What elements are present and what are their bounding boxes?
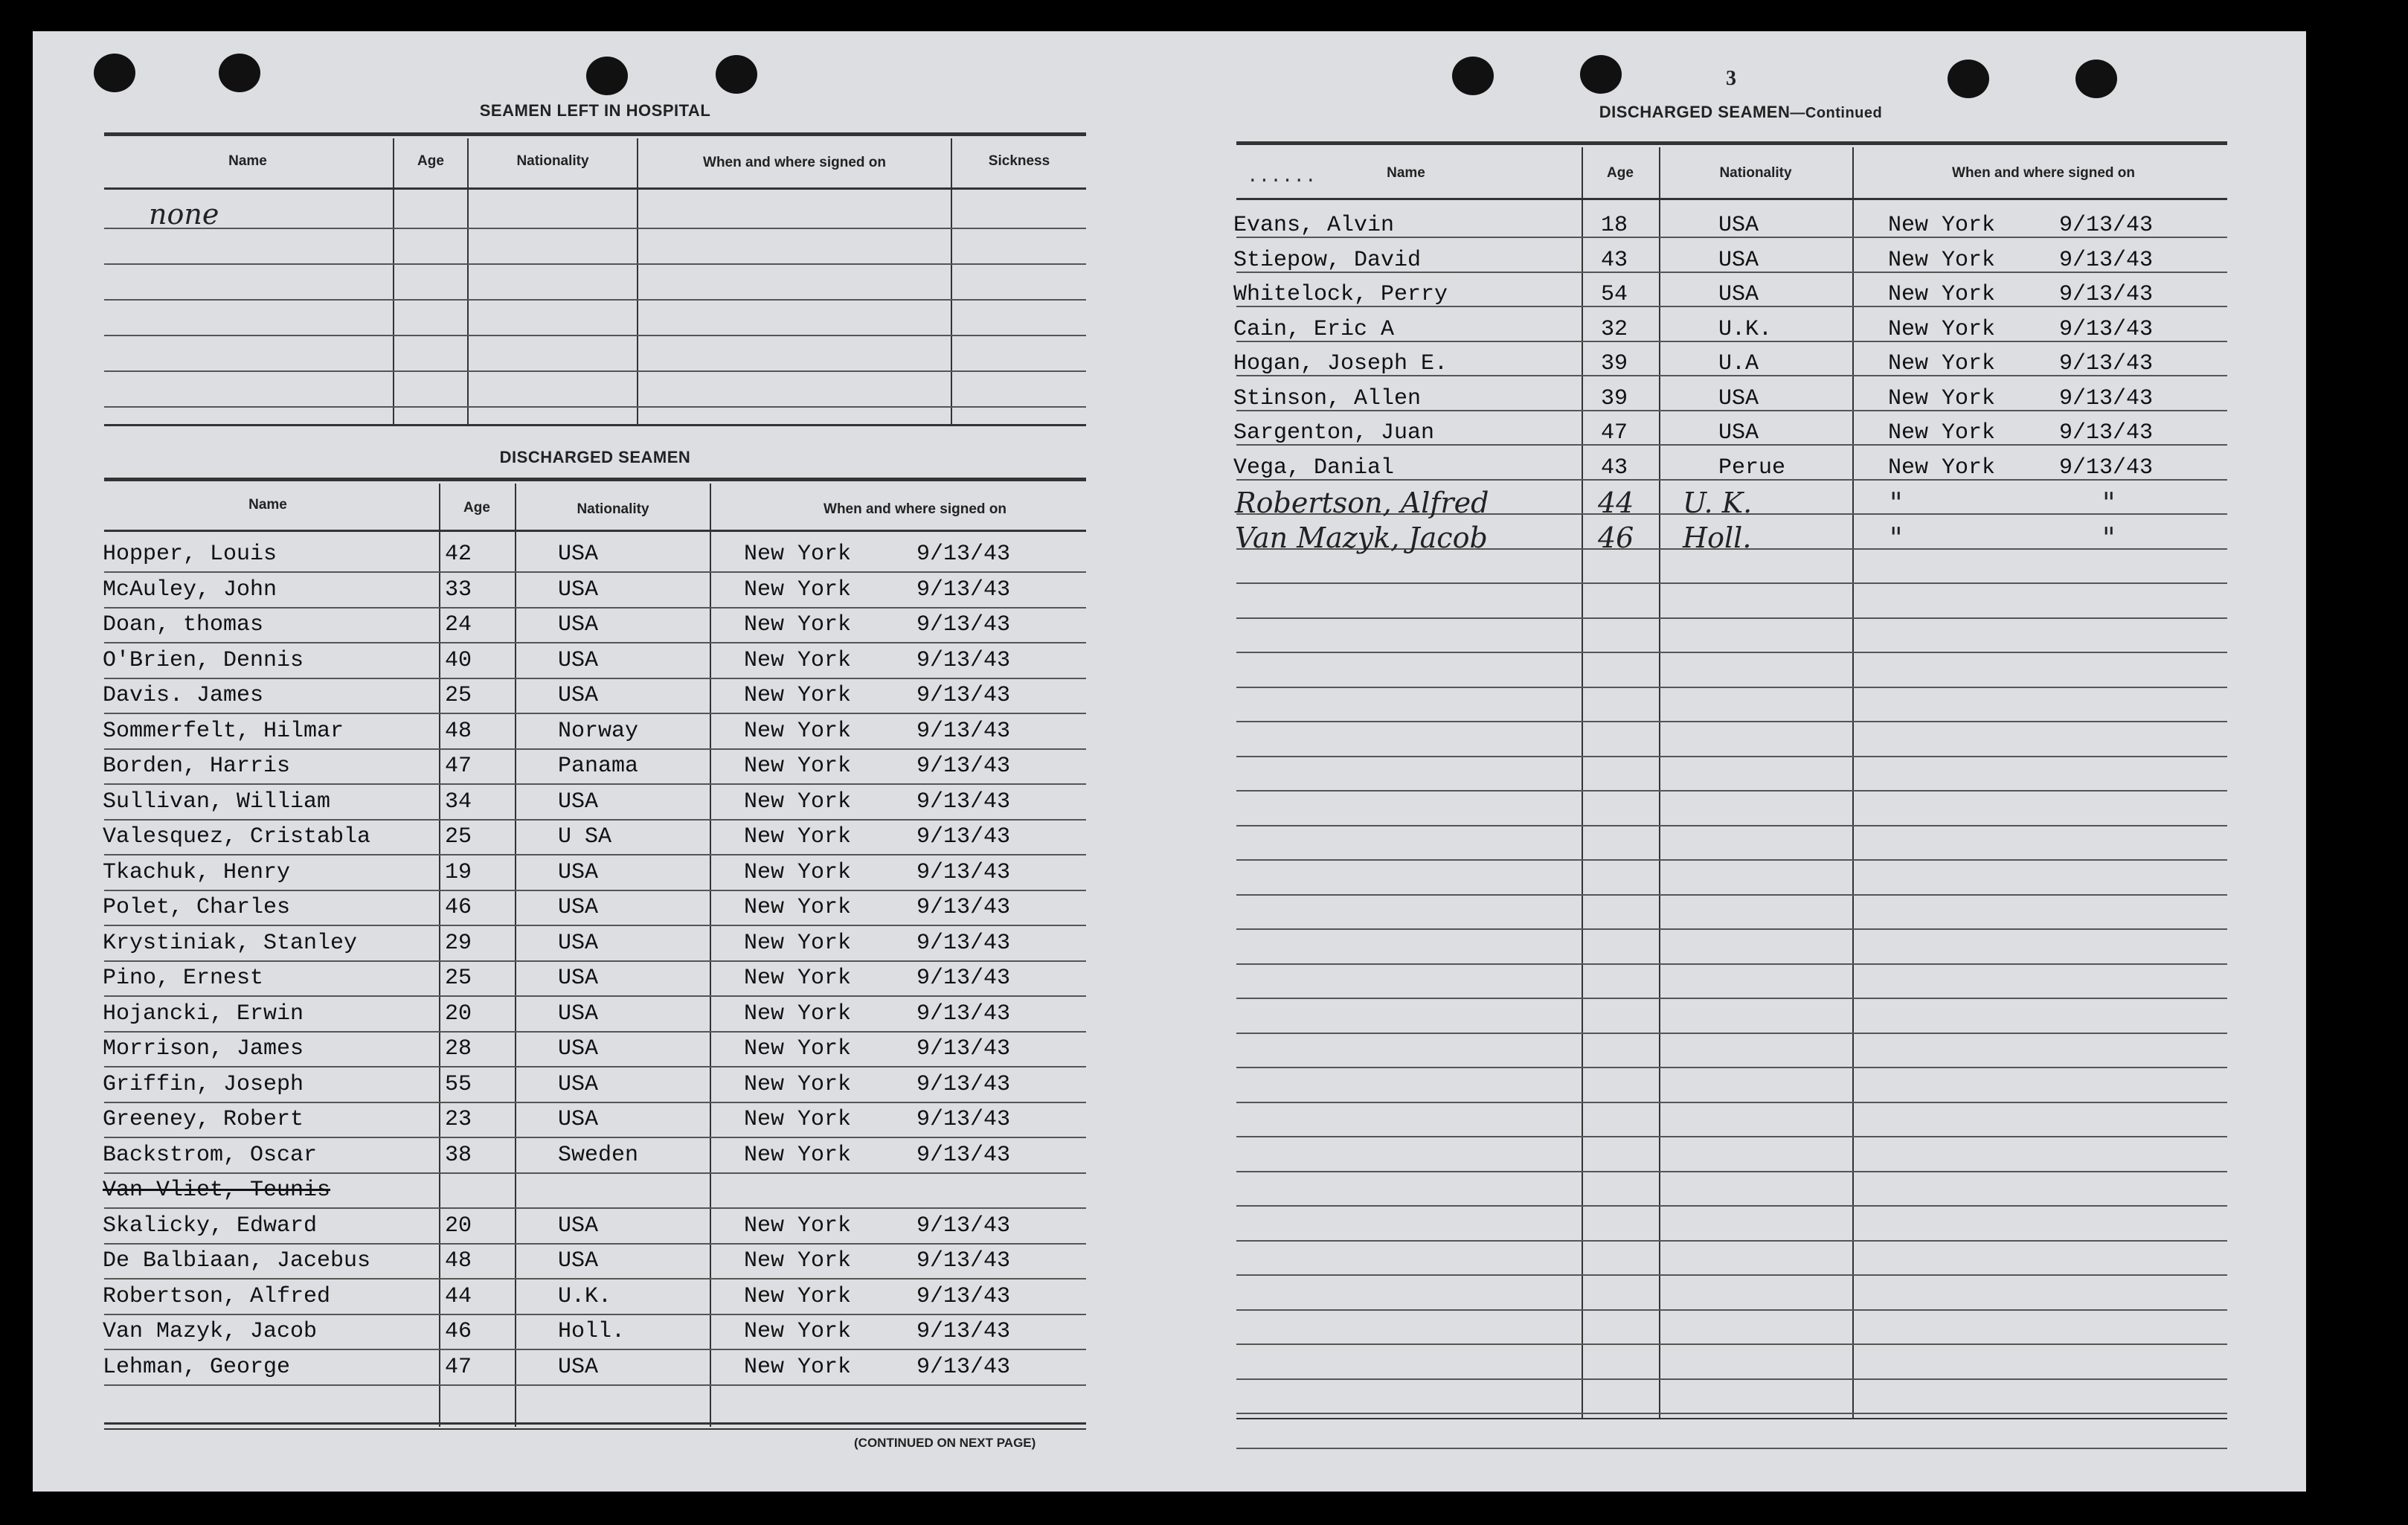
discharged-row-date: 9/13/43 [916,577,1011,603]
continued-row-name: Stinson, Allen [1233,385,1422,411]
discharged-row-line [104,960,1086,962]
discharged-row-age: 24 [445,612,472,638]
hospital-header-name: Name [228,153,267,169]
continued-row-place: New York [1888,247,1996,273]
discharged-row-date: 9/13/43 [916,683,1011,708]
discharged-row-nationality: USA [558,542,599,567]
continued-col-divider [1582,147,1583,1418]
discharged-row-name: Borden, Harris [103,754,291,779]
continued-row-line [1236,998,2227,999]
discharged-row-line [104,607,1086,609]
discharged-row-name: Valesquez, Cristabla [103,824,371,850]
continued-row-age: 32 [1601,316,1628,342]
discharged-row-name: Polet, Charles [103,895,291,920]
punch-hole [219,54,260,92]
discharged-row-place: New York [744,1319,852,1344]
discharged-row-date: 9/13/43 [916,718,1011,744]
punch-hole [1452,57,1494,95]
discharged-row-age: 48 [445,1248,472,1274]
continued-row-line [1236,1309,2227,1311]
continued-row-line [1236,825,2227,826]
hospital-header-nationality: Nationality [516,153,589,169]
discharged-row-line [104,1031,1086,1033]
continued-row-line [1236,1413,2227,1414]
continued-row-line [1236,963,2227,965]
discharged-row-date: 9/13/43 [916,930,1011,956]
discharged-row-nationality: USA [558,683,599,708]
punch-hole [586,57,628,95]
discharged-row-date: 9/13/43 [916,859,1011,885]
discharged-row-place: New York [744,718,852,744]
discharged-row-age: 29 [445,930,472,956]
discharged-row-place: New York [744,1107,852,1132]
continued-row-age: 47 [1601,420,1628,446]
discharged-bottom-rule-2 [104,1428,1086,1430]
continued-row-name: Whitelock, Perry [1233,282,1448,307]
discharged-row-line [104,995,1086,997]
continued-header-rule [1236,198,2227,200]
continued-row-nationality: USA [1718,420,1759,446]
discharged-row-date: 9/13/43 [916,1036,1011,1062]
continued-row-line [1236,1136,2227,1137]
continued-row-line [1236,1378,2227,1380]
discharged-row-age: 55 [445,1071,472,1097]
continued-row-date: 9/13/43 [2059,247,2154,273]
discharged-bottom-rule [104,1422,1086,1425]
continued-row-line [1236,894,2227,896]
discharged-row-line [104,854,1086,855]
discharged-row-date: 9/13/43 [916,1354,1011,1380]
discharged-row-nationality: USA [558,895,599,920]
continued-row-nationality: USA [1718,282,1759,307]
continued-row-line [1236,1343,2227,1345]
discharged-row-date: 9/13/43 [916,1213,1011,1239]
discharged-row-name: Pino, Ernest [103,966,264,991]
discharged-row-age: 19 [445,859,472,885]
continued-row-line [1236,1240,2227,1242]
continued-title-suffix: —Continued [1790,105,1883,121]
continued-row-place: New York [1888,455,1996,481]
discharged-title: DISCHARGED SEAMEN [499,448,691,466]
continued-row-line [1236,721,2227,722]
discharged-row-date: 9/13/43 [916,966,1011,991]
continued-row-line [1236,1102,2227,1103]
hospital-row-line [104,263,1086,265]
discharged-row-place: New York [744,754,852,779]
discharged-row-place: New York [744,789,852,815]
discharged-row-nationality: USA [558,1001,599,1027]
discharged-row-age: 20 [445,1213,472,1239]
discharged-row-name: Van Vliet, Teunis [103,1178,331,1203]
hospital-col-divider [467,138,469,426]
discharged-row-name: Tkachuk, Henry [103,859,291,885]
discharged-col-divider [439,484,440,1427]
continued-row-line [1236,617,2227,619]
discharged-row-date: 9/13/43 [916,1001,1011,1027]
discharged-row-date: 9/13/43 [916,612,1011,638]
continued-bottom-rule [1236,1418,2227,1419]
continued-row-line [1236,1205,2227,1207]
punch-hole [1948,60,1989,98]
continued-row-nationality: USA [1718,247,1759,273]
continued-title-main: DISCHARGED SEAMEN [1599,103,1791,121]
discharged-row-age: 25 [445,683,472,708]
continued-row-nationality: U.K. [1718,316,1773,342]
continued-header-nationality: Nationality [1719,165,1792,181]
continued-row-age: 39 [1601,385,1628,411]
hospital-row-line [104,370,1086,372]
hospital-bottom-rule [104,424,1086,426]
discharged-row-date: 9/13/43 [916,647,1011,673]
continued-row-nationality: U.A [1718,351,1759,376]
discharged-row-date: 9/13/43 [916,895,1011,920]
discharged-row-place: New York [744,1213,852,1239]
continued-row-name: Hogan, Joseph E. [1233,351,1448,376]
continued-row-age: 44 [1598,487,1634,519]
continued-row-nationality: Perue [1718,455,1786,481]
discharged-header-rule [104,530,1086,532]
discharged-row-line [104,678,1086,679]
discharged-row-name: Morrison, James [103,1036,304,1062]
continued-row-place: " [1890,487,1903,519]
continued-row-name: Vega, Danial [1233,455,1395,481]
discharged-row-place: New York [744,1142,852,1168]
hospital-top-rule [104,132,1086,136]
discharged-row-place: New York [744,612,852,638]
discharged-row-line [104,1207,1086,1209]
continued-col-divider [1852,147,1854,1418]
continued-row-date: " [2102,487,2116,519]
continued-row-date: 9/13/43 [2059,385,2154,411]
discharged-row-age: 28 [445,1036,472,1062]
continued-row-line [1236,1033,2227,1034]
discharged-row-age: 25 [445,966,472,991]
discharged-row-line [104,1314,1086,1315]
hospital-row-line [104,299,1086,301]
discharged-row-name: De Balbiaan, Jacebus [103,1248,371,1274]
discharged-row-age: 46 [445,895,472,920]
discharged-row-nationality: USA [558,1248,599,1274]
hospital-col-divider [951,138,952,426]
continued-header-signed-on: When and where signed on [1952,165,2135,181]
hospital-header-rule [104,187,1086,190]
continued-row-name: Van Mazyk, Jacob [1235,521,1488,554]
discharged-row-age: 48 [445,718,472,744]
continued-title [1532,103,1949,122]
punch-hole [716,55,757,94]
discharged-row-line [104,1349,1086,1350]
continued-row-place: New York [1888,351,1996,376]
continued-row-date: 9/13/43 [2059,316,2154,342]
discharged-row-place: New York [744,1001,852,1027]
discharged-row-name: Krystiniak, Stanley [103,930,358,956]
punch-hole [1580,55,1622,94]
continued-row-date: 9/13/43 [2059,420,2154,446]
discharged-row-age: 33 [445,577,472,603]
discharged-row-date: 9/13/43 [916,789,1011,815]
discharged-row-name: McAuley, John [103,577,277,603]
discharged-row-place: New York [744,930,852,956]
hospital-row-line [104,406,1086,408]
discharged-row-nationality: USA [558,1107,599,1132]
continued-row-place: New York [1888,282,1996,307]
discharged-row-date: 9/13/43 [916,824,1011,850]
continued-row-place: New York [1888,385,1996,411]
discharged-row-nationality: USA [558,789,599,815]
discharged-row-line [104,890,1086,891]
continued-row-age: 43 [1601,455,1628,481]
discharged-row-place: New York [744,966,852,991]
discharged-row-nationality: U SA [558,824,612,850]
discharged-row-nationality: Norway [558,718,639,744]
discharged-row-nationality: USA [558,1036,599,1062]
discharged-row-name: Greeney, Robert [103,1107,304,1132]
discharged-row-age: 44 [445,1283,472,1309]
discharged-row-nationality: USA [558,647,599,673]
continued-row-name: Robertson, Alfred [1235,487,1489,519]
discharged-row-place: New York [744,577,852,603]
discharged-row-place: New York [744,1248,852,1274]
discharged-row-date: 9/13/43 [916,1142,1011,1168]
discharged-row-nationality: USA [558,577,599,603]
discharged-row-line [104,783,1086,785]
discharged-row-nationality: USA [558,966,599,991]
continued-col-divider [1659,147,1660,1418]
continued-header-name: Name [1387,165,1425,181]
continued-row-date: 9/13/43 [2059,282,2154,307]
discharged-row-age: 42 [445,542,472,567]
discharged-row-name: Doan, thomas [103,612,264,638]
punch-hole [2075,60,2117,98]
discharged-row-line [104,1278,1086,1280]
discharged-row-line [104,1384,1086,1386]
discharged-row-age: 25 [445,824,472,850]
continued-row-line [1236,859,2227,861]
discharged-row-line [104,1172,1086,1174]
continued-row-place: New York [1888,316,1996,342]
discharged-row-name: Skalicky, Edward [103,1213,318,1239]
continued-row-age: 18 [1601,213,1628,238]
discharged-row-name: O'Brien, Dennis [103,647,304,673]
discharged-row-line [104,1243,1086,1245]
continued-header-dots: ...... [1247,165,1317,187]
continued-row-place: New York [1888,213,1996,238]
discharged-header-nationality: Nationality [577,501,649,517]
discharged-row-date: 9/13/43 [916,1071,1011,1097]
continued-row-date: 9/13/43 [2059,213,2154,238]
discharged-row-age: 47 [445,1354,472,1380]
discharged-row-date: 9/13/43 [916,754,1011,779]
discharged-row-line [104,713,1086,714]
discharged-header-name: Name [248,497,287,513]
discharged-row-place: New York [744,542,852,567]
hospital-header-age: Age [417,153,444,169]
continued-top-rule [1236,141,2227,145]
discharged-row-nationality: USA [558,1071,599,1097]
continued-row-age: 46 [1598,521,1634,554]
continued-row-place: " [1890,521,1903,554]
discharged-row-nationality: USA [558,930,599,956]
continued-row-nationality: Holl. [1683,521,1752,554]
continued-row-name: Stiepow, David [1233,247,1422,273]
continued-row-age: 43 [1601,247,1628,273]
discharged-row-nationality: USA [558,1354,599,1380]
discharged-row-name: Van Mazyk, Jacob [103,1319,318,1344]
discharged-row-age: 46 [445,1319,472,1344]
discharged-row-name: Lehman, George [103,1354,291,1380]
discharged-row-nationality: USA [558,859,599,885]
discharged-row-name: Sommerfelt, Hilmar [103,718,344,744]
continued-row-line [1236,582,2227,584]
discharged-row-name: Sullivan, William [103,789,331,815]
continued-row-age: 39 [1601,351,1628,376]
discharged-row-name: Backstrom, Oscar [103,1142,318,1168]
discharged-row-place: New York [744,1283,852,1309]
discharged-row-line [104,1066,1086,1068]
hospital-col-divider [637,138,638,426]
discharged-row-line [104,571,1086,573]
discharged-row-nationality: U.K. [558,1283,612,1309]
discharged-row-name: Hopper, Louis [103,542,277,567]
continued-row-name: Evans, Alvin [1233,213,1395,238]
discharged-row-age: 34 [445,789,472,815]
discharged-col-divider [515,484,516,1427]
continued-row-date: 9/13/43 [2059,455,2154,481]
discharged-row-age: 23 [445,1107,472,1132]
continued-row-place: New York [1888,420,1996,446]
hospital-title: SEAMEN LEFT IN HOSPITAL [479,101,711,120]
discharged-row-name: Hojancki, Erwin [103,1001,304,1027]
discharged-row-line [104,819,1086,821]
discharged-row-line [104,748,1086,750]
discharged-row-nationality: USA [558,1213,599,1239]
continued-footer: (CONTINUED ON NEXT PAGE) [854,1436,1036,1450]
discharged-row-place: New York [744,683,852,708]
discharged-row-place: New York [744,1354,852,1380]
discharged-header-age: Age [463,500,490,516]
hospital-header-signed-on: When and where signed on [703,155,886,170]
discharged-row-age: 38 [445,1142,472,1168]
discharged-header-signed-on: When and where signed on [823,501,1006,517]
punch-hole [94,54,135,92]
continued-row-line [1236,687,2227,688]
continued-row-line [1236,1448,2227,1449]
discharged-row-nationality: USA [558,612,599,638]
discharged-row-age: 40 [445,647,472,673]
discharged-row-name: Davis. James [103,683,264,708]
discharged-col-divider [710,484,711,1427]
discharged-row-place: New York [744,895,852,920]
discharged-row-line [104,642,1086,643]
continued-header-age: Age [1607,165,1634,181]
continued-row-name: Cain, Eric A [1233,316,1395,342]
discharged-row-date: 9/13/43 [916,1319,1011,1344]
hospital-row-line [104,335,1086,336]
continued-row-nationality: USA [1718,385,1759,411]
continued-row-name: Sargenton, Juan [1233,420,1435,446]
continued-row-line [1236,652,2227,653]
discharged-row-name: Griffin, Joseph [103,1071,304,1097]
discharged-row-nationality: Sweden [558,1142,639,1168]
discharged-row-age: 20 [445,1001,472,1027]
discharged-row-place: New York [744,824,852,850]
discharged-row-date: 9/13/43 [916,1248,1011,1274]
discharged-row-line [104,925,1086,926]
continued-row-date: " [2102,521,2116,554]
continued-row-line [1236,756,2227,757]
discharged-top-rule [104,478,1086,481]
continued-row-date: 9/13/43 [2059,351,2154,376]
discharged-row-age: 47 [445,754,472,779]
continued-row-line [1236,1274,2227,1276]
page-number: 3 [1726,67,1736,90]
continued-row-age: 54 [1601,282,1628,307]
discharged-row-line [104,1102,1086,1103]
discharged-row-nationality: Panama [558,754,639,779]
discharged-row-place: New York [744,647,852,673]
continued-row-line [1236,928,2227,930]
continued-row-line [1236,790,2227,792]
hospital-row-line [104,228,1086,229]
discharged-row-nationality: Holl. [558,1319,626,1344]
hospital-none-entry: none [149,198,219,231]
continued-row-line [1236,1171,2227,1172]
discharged-row-place: New York [744,1036,852,1062]
continued-row-line [1236,1067,2227,1068]
discharged-row-place: New York [744,859,852,885]
discharged-row-line [104,1137,1086,1138]
continued-row-nationality: U. K. [1683,487,1753,519]
hospital-header-sickness: Sickness [988,153,1050,169]
continued-row-nationality: USA [1718,213,1759,238]
discharged-row-date: 9/13/43 [916,542,1011,567]
discharged-row-date: 9/13/43 [916,1107,1011,1132]
discharged-row-name: Robertson, Alfred [103,1283,331,1309]
hospital-col-divider [393,138,394,426]
discharged-row-date: 9/13/43 [916,1283,1011,1309]
discharged-row-place: New York [744,1071,852,1097]
